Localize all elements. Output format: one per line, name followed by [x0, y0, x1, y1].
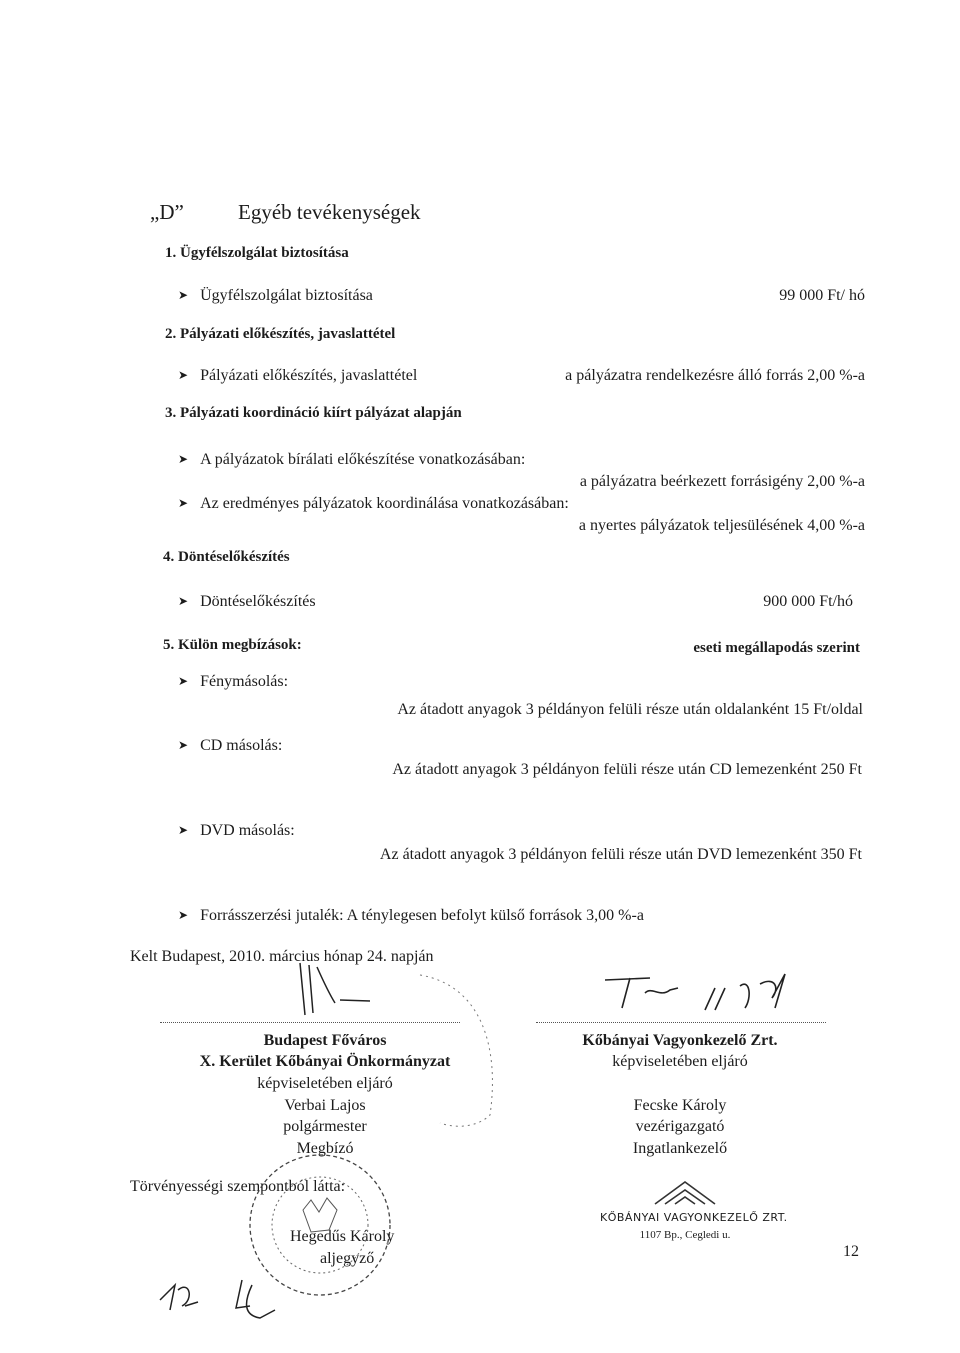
- list-item: ➤ CD másolás:: [178, 737, 283, 754]
- item-value: Az átadott anyagok 3 példányon felüli része után DVD lemezenként 350 Ft: [379, 846, 862, 863]
- signature-left-icon: [285, 955, 375, 1025]
- left-org-line2: X. Kerület Kőbányai Önkormányzat: [199, 1053, 451, 1070]
- legal-reviewer-name: Hegedűs Károly: [290, 1228, 395, 1245]
- right-signer-title: vezérigazgató: [635, 1118, 725, 1135]
- list-item: ➤ Fénymásolás:: [178, 673, 289, 690]
- item-value: 900 000 Ft/hó: [763, 593, 853, 610]
- right-org-name: Kőbányai Vagyonkezelő Zrt.: [582, 1032, 778, 1049]
- arrow-bullet-icon: ➤: [178, 738, 189, 752]
- section-5-note: eseti megállapodás szerint: [693, 640, 860, 656]
- left-party-label: Megbízó: [296, 1140, 354, 1157]
- date-line: Kelt Budapest, 2010. március hónap 24. napján: [130, 948, 434, 965]
- arrow-bullet-icon: ➤: [178, 452, 189, 466]
- right-party-label: Ingatlankezelő: [632, 1140, 728, 1157]
- arrow-bullet-icon: ➤: [178, 908, 189, 922]
- right-role: képviseletében eljáró: [612, 1053, 748, 1070]
- left-org-line1: Budapest Főváros: [263, 1032, 387, 1049]
- section-label: „D”: [150, 200, 184, 224]
- left-signer-title: polgármester: [283, 1118, 367, 1135]
- list-item: ➤ Döntéselőkészítés: [178, 593, 316, 610]
- item-value: a pályázatra rendelkezésre álló forrás 2,00 %-a: [565, 367, 865, 384]
- arrow-bullet-icon: ➤: [178, 288, 189, 302]
- section-5-title: 5. Külön megbízások:: [163, 637, 302, 653]
- company-stamp-line2: 1107 Bp., Cegledi u.: [639, 1229, 731, 1241]
- dotted-stamp-outline-icon: [400, 965, 510, 1135]
- arrow-bullet-icon: ➤: [178, 823, 189, 837]
- section-2-title: 2. Pályázati előkészítés, javaslattétel: [165, 326, 396, 342]
- list-item: ➤ A pályázatok bírálati előkészítése vonatkozásában:: [178, 451, 526, 468]
- company-stamp-line1: KŐBÁNYAI VAGYONKEZELŐ ZRT.: [600, 1211, 788, 1224]
- company-logo-icon: [650, 1178, 720, 1208]
- arrow-bullet-icon: ➤: [178, 368, 189, 382]
- item-value: a pályázatra beérkezett forrásigény 2,00 %-a: [579, 473, 865, 490]
- section-title: Egyéb tevékenységek: [238, 200, 421, 224]
- arrow-bullet-icon: ➤: [178, 674, 189, 688]
- legal-review-label: Törvényességi szempontból látta:: [130, 1178, 346, 1195]
- list-item: ➤ Az eredményes pályázatok koordinálása vonatkozásában:: [178, 495, 569, 512]
- item-value: 99 000 Ft/ hó: [779, 287, 865, 304]
- list-item: ➤ Pályázati előkészítés, javaslattétel: [178, 367, 418, 384]
- page-number: 12: [843, 1243, 859, 1260]
- section-3-title: 3. Pályázati koordináció kiírt pályázat alapján: [165, 405, 462, 421]
- round-stamp-icon: [245, 1150, 395, 1300]
- right-signer-name: Fecske Károly: [633, 1097, 727, 1114]
- section-1-title: 1. Ügyfélszolgálat biztosítása: [165, 245, 349, 261]
- signature-line-right: [536, 1022, 826, 1023]
- item-value: Az átadott anyagok 3 példányon felüli része után CD lemezenként 250 Ft: [392, 761, 862, 778]
- list-item: ➤ Ügyfélszolgálat biztosítása: [178, 287, 373, 304]
- bonus-line: ➤ Forrásszerzési jutalék: A ténylegesen befolyt külső források 3,00 %-a: [178, 907, 644, 924]
- legal-reviewer-title: aljegyző: [320, 1250, 375, 1267]
- left-signer-name: Verbai Lajos: [284, 1097, 366, 1114]
- arrow-bullet-icon: ➤: [178, 496, 189, 510]
- left-role: képviseletében eljáró: [257, 1075, 393, 1092]
- item-value: Az átadott anyagok 3 példányon felüli része után oldalanként 15 Ft/oldal: [397, 701, 863, 718]
- signature-right-icon: [600, 968, 830, 1018]
- list-item: ➤ DVD másolás:: [178, 822, 295, 839]
- section-4-title: 4. Döntéselőkészítés: [163, 549, 290, 565]
- arrow-bullet-icon: ➤: [178, 594, 189, 608]
- item-value: a nyertes pályázatok teljesülésének 4,00 %-a: [578, 517, 865, 534]
